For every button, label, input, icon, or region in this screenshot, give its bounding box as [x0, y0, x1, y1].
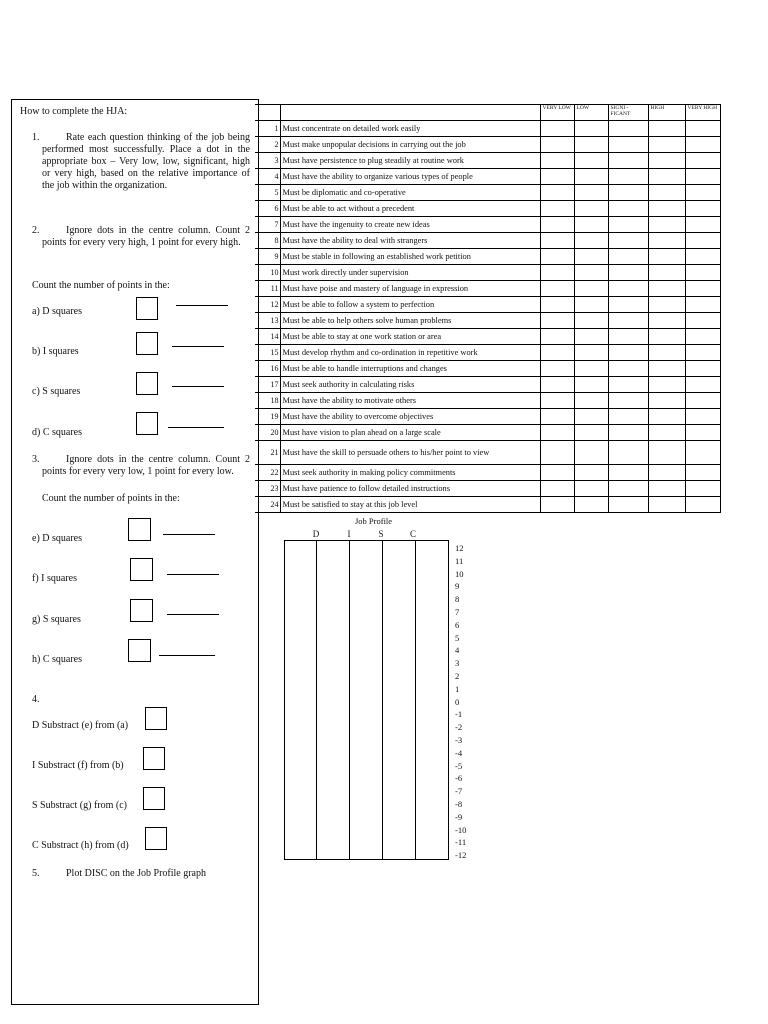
table-row — [255, 121, 720, 137]
step-4-number: 4. — [32, 694, 40, 705]
question-number: 24 — [255, 497, 280, 513]
rating-cell-significant[interactable] — [608, 153, 648, 169]
rating-cell-significant[interactable] — [608, 137, 648, 153]
rating-cell-high[interactable] — [648, 481, 685, 497]
question-text: Must seek authority in making policy commitments — [280, 465, 540, 481]
rating-cell-very-high[interactable] — [685, 313, 720, 329]
scale-value: -10 — [455, 824, 467, 835]
item-b-box[interactable] — [136, 332, 158, 355]
job-profile-graph[interactable] — [284, 540, 449, 860]
scale-value: 2 — [455, 670, 460, 681]
rating-cell-low[interactable] — [574, 233, 608, 249]
rating-cell-low[interactable] — [574, 313, 608, 329]
rating-cell-low[interactable] — [574, 497, 608, 513]
profile-label-i: I — [347, 529, 351, 539]
rating-cell-very-high[interactable] — [685, 265, 720, 281]
item-f-label: f) I squares — [32, 573, 77, 584]
question-text: Must seek authority in calculating risks — [280, 377, 540, 393]
rating-cell-significant[interactable] — [608, 441, 648, 465]
very-high-header: VERY HIGH — [685, 105, 720, 121]
scale-value: -6 — [455, 773, 463, 784]
rating-cell-low[interactable] — [574, 169, 608, 185]
question-number: 15 — [255, 345, 280, 361]
question-text: Must be stable in following an established work petition — [280, 249, 540, 265]
rating-cell-high[interactable] — [648, 169, 685, 185]
subtract-s-box[interactable] — [143, 787, 165, 810]
question-number: 10 — [255, 265, 280, 281]
rating-cell-high[interactable] — [648, 265, 685, 281]
low-header: LOW — [574, 105, 608, 121]
question-number: 13 — [255, 313, 280, 329]
profile-divider — [316, 541, 317, 859]
rating-cell-very-high[interactable] — [685, 329, 720, 345]
rating-cell-low[interactable] — [574, 329, 608, 345]
table-row — [255, 345, 720, 361]
scale-value: -4 — [455, 747, 463, 758]
scale-value: 8 — [455, 594, 460, 605]
rating-cell-high[interactable] — [648, 345, 685, 361]
rating-cell-very-high[interactable] — [685, 465, 720, 481]
step-1-number: 1. — [32, 132, 40, 143]
question-text: Must work directly under supervision — [280, 265, 540, 281]
rating-cell-low[interactable] — [574, 121, 608, 137]
question-number: 14 — [255, 329, 280, 345]
rating-cell-low[interactable] — [574, 441, 608, 465]
rating-cell-low[interactable] — [574, 361, 608, 377]
instructions-panel — [11, 99, 259, 1005]
rating-cell-high[interactable] — [648, 409, 685, 425]
rating-cell-low[interactable] — [574, 281, 608, 297]
rating-cell-very-low[interactable] — [540, 169, 574, 185]
rating-cell-significant[interactable] — [608, 377, 648, 393]
scale-value: 10 — [455, 568, 464, 579]
table-row — [255, 497, 720, 513]
rating-cell-low[interactable] — [574, 297, 608, 313]
rating-cell-low[interactable] — [574, 393, 608, 409]
table-row — [255, 233, 720, 249]
very-low-header: VERY LOW — [540, 105, 574, 121]
scale-value: 1 — [455, 683, 460, 694]
rating-cell-very-low[interactable] — [540, 233, 574, 249]
question-text: Must be able to help others solve human problems — [280, 313, 540, 329]
rating-cell-low[interactable] — [574, 217, 608, 233]
table-row — [255, 361, 720, 377]
question-number: 6 — [255, 201, 280, 217]
rating-cell-very-high[interactable] — [685, 345, 720, 361]
subtract-c-label: C Substract (h) from (d) — [32, 840, 129, 851]
question-text: Must have patience to follow detailed instructions — [280, 481, 540, 497]
item-e-box[interactable] — [128, 518, 151, 541]
rating-cell-high[interactable] — [648, 281, 685, 297]
scale-value: -11 — [455, 837, 467, 848]
profile-label-c: C — [409, 529, 416, 539]
rating-cell-very-high[interactable] — [685, 121, 720, 137]
rating-cell-significant[interactable] — [608, 465, 648, 481]
scale-value: 5 — [455, 632, 460, 643]
question-text: Must have the ability to deal with strangers — [280, 233, 540, 249]
rating-cell-very-high[interactable] — [685, 297, 720, 313]
step-3-number: 3. — [32, 454, 40, 465]
step-3-text: Ignore dots in the centre column. Count 2 points for every very low, 1 point for every low. — [42, 454, 250, 477]
rating-cell-very-low[interactable] — [540, 441, 574, 465]
scale-value: 3 — [455, 658, 460, 669]
table-row — [255, 409, 720, 425]
table-row — [255, 297, 720, 313]
job-profile-title: Job Profile — [355, 516, 393, 526]
rating-cell-high[interactable] — [648, 249, 685, 265]
rating-cell-very-high[interactable] — [685, 249, 720, 265]
question-text: Must have the ability to overcome objectives — [280, 409, 540, 425]
scale-value: -7 — [455, 786, 463, 797]
rating-cell-low[interactable] — [574, 481, 608, 497]
rating-cell-low[interactable] — [574, 185, 608, 201]
rating-cell-significant[interactable] — [608, 409, 648, 425]
table-row — [255, 137, 720, 153]
table-row — [255, 465, 720, 481]
subtract-i-box[interactable] — [143, 747, 165, 770]
rating-cell-significant[interactable] — [608, 497, 648, 513]
rating-cell-very-high[interactable] — [685, 217, 720, 233]
question-number: 16 — [255, 361, 280, 377]
rating-cell-low[interactable] — [574, 137, 608, 153]
question-text: Must concentrate on detailed work easily — [280, 121, 540, 137]
rating-cell-very-low[interactable] — [540, 377, 574, 393]
rating-cell-very-high[interactable] — [685, 481, 720, 497]
rating-cell-very-high[interactable] — [685, 425, 720, 441]
rating-cell-low[interactable] — [574, 201, 608, 217]
rating-cell-very-low[interactable] — [540, 345, 574, 361]
rating-cell-high[interactable] — [648, 217, 685, 233]
question-text: Must be able to act without a precedent — [280, 201, 540, 217]
rating-cell-high[interactable] — [648, 121, 685, 137]
step-5-number: 5. — [32, 868, 40, 879]
profile-label-d: D — [312, 529, 320, 539]
rating-cell-significant[interactable] — [608, 169, 648, 185]
item-g-box[interactable] — [130, 599, 153, 622]
item-f-box[interactable] — [130, 558, 153, 581]
item-e-label: e) D squares — [32, 533, 82, 544]
table-row — [255, 185, 720, 201]
item-d-box[interactable] — [136, 412, 158, 435]
item-h-blank[interactable] — [159, 655, 215, 656]
rating-cell-significant[interactable] — [608, 481, 648, 497]
scale-value: 11 — [455, 555, 464, 566]
item-c-label: c) S squares — [32, 386, 81, 397]
rating-cell-high[interactable] — [648, 233, 685, 249]
rating-cell-very-high[interactable] — [685, 361, 720, 377]
step-5-text: Plot DISC on the Job Profile graph — [66, 868, 206, 879]
question-number: 23 — [255, 481, 280, 497]
item-a-label: a) D squares — [32, 306, 82, 317]
rating-cell-significant[interactable] — [608, 425, 648, 441]
rating-cell-very-low[interactable] — [540, 201, 574, 217]
rating-cell-high[interactable] — [648, 153, 685, 169]
table-row — [255, 153, 720, 169]
rating-cell-very-high[interactable] — [685, 153, 720, 169]
rating-cell-very-low[interactable] — [540, 121, 574, 137]
question-number: 18 — [255, 393, 280, 409]
scale-value: -5 — [455, 760, 463, 771]
rating-cell-significant[interactable] — [608, 121, 648, 137]
table-row — [255, 249, 720, 265]
rating-cell-very-low[interactable] — [540, 137, 574, 153]
rating-cell-high[interactable] — [648, 185, 685, 201]
question-number: 5 — [255, 185, 280, 201]
rating-cell-low[interactable] — [574, 377, 608, 393]
scale-value: -1 — [455, 709, 463, 720]
question-text: Must be able to follow a system to perfection — [280, 297, 540, 313]
rating-cell-very-low[interactable] — [540, 265, 574, 281]
rating-cell-significant[interactable] — [608, 217, 648, 233]
profile-divider — [382, 541, 383, 859]
rating-cell-high[interactable] — [648, 201, 685, 217]
question-number: 12 — [255, 297, 280, 313]
table-row — [255, 377, 720, 393]
rating-cell-significant[interactable] — [608, 185, 648, 201]
question-number: 17 — [255, 377, 280, 393]
question-number: 7 — [255, 217, 280, 233]
scale-value: 12 — [455, 543, 464, 553]
rating-cell-high[interactable] — [648, 329, 685, 345]
rating-cell-very-low[interactable] — [540, 481, 574, 497]
rating-cell-very-low[interactable] — [540, 465, 574, 481]
profile-divider — [415, 541, 416, 859]
rating-cell-very-low[interactable] — [540, 281, 574, 297]
question-text: Must have the ingenuity to create new ideas — [280, 217, 540, 233]
number-header — [255, 105, 280, 121]
rating-cell-high[interactable] — [648, 297, 685, 313]
scale-value: -9 — [455, 811, 463, 822]
rating-cell-high[interactable] — [648, 361, 685, 377]
rating-cell-high[interactable] — [648, 425, 685, 441]
table-row — [255, 441, 720, 465]
item-c-box[interactable] — [136, 372, 158, 395]
table-row — [255, 393, 720, 409]
item-a-box[interactable] — [136, 297, 158, 320]
item-e-blank[interactable] — [163, 534, 215, 535]
table-row — [255, 481, 720, 497]
rating-cell-low[interactable] — [574, 249, 608, 265]
rating-cell-very-high[interactable] — [685, 137, 720, 153]
rating-cell-very-high[interactable] — [685, 497, 720, 513]
profile-divider — [349, 541, 350, 859]
question-number: 11 — [255, 281, 280, 297]
rating-cell-very-low[interactable] — [540, 185, 574, 201]
rating-cell-significant[interactable] — [608, 281, 648, 297]
item-b-label: b) I squares — [32, 346, 79, 357]
rating-cell-very-low[interactable] — [540, 409, 574, 425]
subtract-d-box[interactable] — [145, 707, 167, 730]
question-header — [280, 105, 540, 121]
subtract-c-box[interactable] — [145, 827, 167, 850]
significant-header: SIGNI - FICANT — [608, 105, 648, 121]
rating-cell-very-low[interactable] — [540, 425, 574, 441]
question-text: Must be able to handle interruptions and changes — [280, 361, 540, 377]
question-text: Must have the ability to motivate others — [280, 393, 540, 409]
scale-value: -3 — [455, 734, 463, 745]
question-number: 20 — [255, 425, 280, 441]
rating-cell-very-high[interactable] — [685, 377, 720, 393]
table-row — [255, 425, 720, 441]
profile-scale — [455, 542, 466, 862]
item-d-blank[interactable] — [168, 427, 224, 428]
rating-cell-very-low[interactable] — [540, 313, 574, 329]
scale-value: 7 — [455, 606, 460, 617]
count-label-2: Count the number of points in the: — [42, 493, 180, 504]
item-g-label: g) S squares — [32, 614, 81, 625]
question-number: 21 — [255, 441, 280, 465]
rating-cell-very-low[interactable] — [540, 329, 574, 345]
question-number: 3 — [255, 153, 280, 169]
rating-cell-high[interactable] — [648, 465, 685, 481]
rating-cell-significant[interactable] — [608, 393, 648, 409]
question-number: 22 — [255, 465, 280, 481]
rating-cell-very-low[interactable] — [540, 249, 574, 265]
rating-cell-very-low[interactable] — [540, 297, 574, 313]
rating-cell-very-low[interactable] — [540, 497, 574, 513]
rating-cell-significant[interactable] — [608, 249, 648, 265]
rating-cell-significant[interactable] — [608, 265, 648, 281]
rating-cell-high[interactable] — [648, 377, 685, 393]
question-number: 19 — [255, 409, 280, 425]
question-number: 2 — [255, 137, 280, 153]
rating-cell-low[interactable] — [574, 265, 608, 281]
rating-cell-very-low[interactable] — [540, 217, 574, 233]
rating-cell-low[interactable] — [574, 425, 608, 441]
job-analysis-table — [255, 104, 721, 513]
rating-cell-low[interactable] — [574, 409, 608, 425]
rating-cell-significant[interactable] — [608, 233, 648, 249]
rating-cell-very-high[interactable] — [685, 233, 720, 249]
step-2-text: Ignore dots in the centre column. Count 2 points for every very high, 1 point for every high. — [42, 225, 250, 248]
rating-cell-very-high[interactable] — [685, 409, 720, 425]
question-number: 1 — [255, 121, 280, 137]
instructions-title: How to complete the HJA: — [20, 106, 128, 117]
table-row — [255, 201, 720, 217]
table-row — [255, 169, 720, 185]
scale-value: 9 — [455, 581, 460, 592]
question-number: 9 — [255, 249, 280, 265]
scale-value: -2 — [455, 722, 463, 733]
item-d-label: d) C squares — [32, 427, 82, 438]
question-text: Must have vision to plan ahead on a large scale — [280, 425, 540, 441]
subtract-i-label: I Substract (f) from (b) — [32, 760, 124, 771]
scale-value: 6 — [455, 619, 460, 630]
scale-value: 0 — [455, 696, 460, 707]
question-text: Must make unpopular decisions in carrying out the job — [280, 137, 540, 153]
profile-label-s: S — [378, 529, 384, 539]
high-header: HIGH — [648, 105, 685, 121]
table-row — [255, 265, 720, 281]
rating-cell-significant[interactable] — [608, 345, 648, 361]
rating-cell-low[interactable] — [574, 465, 608, 481]
rating-cell-high[interactable] — [648, 313, 685, 329]
item-b-blank[interactable] — [172, 346, 224, 347]
rating-cell-very-high[interactable] — [685, 441, 720, 465]
table-row — [255, 329, 720, 345]
question-text: Must be satisfied to stay at this job level — [280, 497, 540, 513]
count-label-1: Count the number of points in the: — [32, 280, 170, 291]
item-h-box[interactable] — [128, 639, 151, 662]
rating-cell-very-high[interactable] — [685, 281, 720, 297]
rating-cell-high[interactable] — [648, 441, 685, 465]
rating-cell-significant[interactable] — [608, 329, 648, 345]
rating-cell-significant[interactable] — [608, 361, 648, 377]
scale-value: -12 — [455, 850, 467, 861]
rating-cell-very-low[interactable] — [540, 361, 574, 377]
question-text: Must have persistence to plug steadily at routine work — [280, 153, 540, 169]
item-a-blank[interactable] — [176, 305, 228, 306]
scale-value: -8 — [455, 798, 463, 809]
rating-cell-very-low[interactable] — [540, 153, 574, 169]
question-text: Must have the skill to persuade others to his/her point to view — [280, 441, 540, 465]
question-text: Must be diplomatic and co-operative — [280, 185, 540, 201]
rating-cell-very-high[interactable] — [685, 393, 720, 409]
subtract-s-label: S Substract (g) from (c) — [32, 800, 127, 811]
table-row — [255, 313, 720, 329]
item-h-label: h) C squares — [32, 654, 82, 665]
rating-cell-low[interactable] — [574, 153, 608, 169]
rating-cell-very-low[interactable] — [540, 393, 574, 409]
rating-cell-high[interactable] — [648, 497, 685, 513]
question-text: Must have poise and mastery of language in expression — [280, 281, 540, 297]
rating-cell-significant[interactable] — [608, 297, 648, 313]
rating-cell-very-high[interactable] — [685, 201, 720, 217]
rating-cell-high[interactable] — [648, 137, 685, 153]
question-rows — [255, 121, 720, 513]
subtract-d-label: D Substract (e) from (a) — [32, 720, 129, 731]
scale-value: 4 — [455, 645, 460, 656]
table-row — [255, 281, 720, 297]
question-text: Must be able to stay at one work station or area — [280, 329, 540, 345]
rating-cell-significant[interactable] — [608, 313, 648, 329]
rating-cell-very-high[interactable] — [685, 185, 720, 201]
rating-cell-high[interactable] — [648, 393, 685, 409]
item-f-blank[interactable] — [167, 574, 219, 575]
table-row — [255, 217, 720, 233]
rating-cell-very-high[interactable] — [685, 169, 720, 185]
rating-cell-low[interactable] — [574, 345, 608, 361]
question-number: 4 — [255, 169, 280, 185]
item-c-blank[interactable] — [172, 386, 224, 387]
question-text: Must develop rhythm and co-ordination in repetitive work — [280, 345, 540, 361]
question-text: Must have the ability to organize various types of people — [280, 169, 540, 185]
step-1-text: Rate each question thinking of the job being performed most successfully. Place a dot in the appropriate box – Very low, low, significant, high or very high, based on the relative importance of the job within the organization. — [42, 132, 250, 191]
item-g-blank[interactable] — [167, 614, 219, 615]
rating-cell-significant[interactable] — [608, 201, 648, 217]
step-2-number: 2. — [32, 225, 40, 236]
question-number: 8 — [255, 233, 280, 249]
